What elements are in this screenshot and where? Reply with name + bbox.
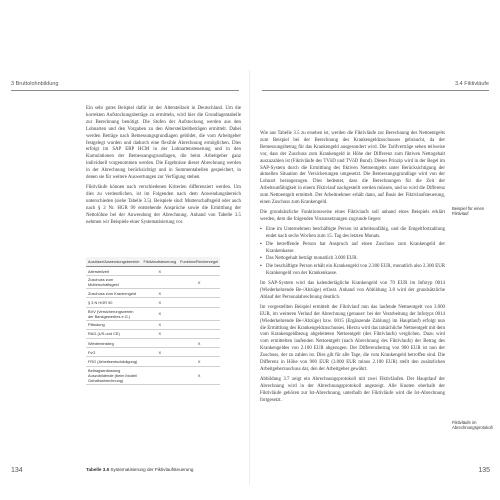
list-item: ▪ Eine im Unternehmen beschäftigte Person ist arbeitsunfähig, und die Entgeltfortzahlung endet nach sechs Wochen zum 15. Tag des letzten Monats. [266,227,445,241]
table-header-row [86,257,220,267]
table-caption [86,467,193,472]
table-row [86,366,220,384]
table-cell [178,329,220,338]
table-cell: X [178,276,220,289]
table-cell: X [178,357,220,366]
right-body-text [260,131,445,408]
table-cell: FRG (Arbeitsentschädigung) [86,357,141,366]
table-cell: X [178,338,220,347]
table-cell [141,338,178,347]
table-cell: BVV (Versicherungsverein der Bankgewerbes e.G.) [86,307,141,320]
table-cell: Altersteilzeit [86,267,141,276]
right-page [250,0,500,500]
right-paragraph-3: Im SAP-System wird das kalendertägliche Krankengeld von 70 EUR im Infotyp 0014 (Wiederkehrende Be-/Abzüge) erfasst. Anhand von Abbildung 3.8 wird der grundsätzliche Ablauf der Personalabrechnung deutlich. [260,281,445,300]
table-row [86,307,220,320]
right-paragraph-5: Abbildung 3.7 zeigt ein Abrechnungsprotokoll mit zwei Fiktivläufen. Der Hauptlauf der Abrechnung wird in der Abrechnungsprotokoll angezeigt. Alle Knoten oberhalb der Fiktivläufe gehören zur Ist-Abrechnung, unterhalb der Fiktivläufe wird die Ist-Abrechnung fortgesetzt. [260,376,445,403]
table-cell: Beitragsentlastung Auszubildende (beim Modell Gehaltsabrechnung) [86,366,141,384]
page-number-right: 135 [478,467,490,474]
left-body-text [86,106,241,229]
bullet-list [260,227,445,278]
table-cell: X [141,348,178,357]
header-rule-left [11,90,239,91]
table-cell: Zuschuss zum Krankengeld [86,289,141,298]
table-cell [178,348,220,357]
running-head-left: 3 Bruttolohnbildung [11,81,59,87]
table-cell [141,276,178,289]
left-paragraph-1: Ein sehr gutes Beispiel dafür ist der Altersteilzeit in Deutschland. Um die korrekten Aufstockungsbeträge zu ermitteln, wird hier die Grundlagentabelle zur Berechnung benötigt. Die Stufen der Aufstockung werden aus den Lohnarten und den Vorgaben zu den Altersteilzeitbeträgen ermittelt. Dabei werden Beträge nach Bemessungsgrundlagen gebildet, die vom Arbeitgeber festgelegt wurden und dadurch eine flexible Abrechnung ermöglichen. Dies erfolgt im SAP ERP HCM in der Lohnartensteuerung und in den Kumulationen der Bemessungsgrundlagen, die beim Arbeitgeber ganz individuell vorgenommen werden. Die Ergebnisse dieser Abrechnung werden in der Abrechnung berücksichtigt und in Summentabellen gespeichert, in denen sie für weitere Auswertungen zur Verfügung stehen. [86,106,241,181]
table-cell [141,366,178,384]
table-cell: FvG [86,348,141,357]
table-caption-text: Systematisierung der Fiktivlaufsteuerung [109,467,194,472]
table-row [86,338,220,347]
list-item: ▪ Die betreffende Person hat Anspruch auf einen Zuschuss zum Krankengeld der Krankenkasse. [266,242,445,256]
table-cell [178,267,220,276]
list-item: ▪ Das Nettogehalt beträgt monatlich 3.000 EUR. [266,256,445,263]
table-row [86,329,220,338]
fiktivlauf-table [86,257,220,385]
table-cell: Wiedereinstieg [86,338,141,347]
table-row [86,267,220,276]
table-cell: X [141,329,178,338]
table-cell [178,320,220,329]
right-paragraph-1: Wie aus Tabelle 3.5 zu ersehen ist, werden die Fiktivläufe zur Berechnung des Nettoentgelts zum Beispiel bei der Berechnung des Krankengeldzuschusses gebraucht, da der Bemessungsbetrag für das Krankengeld ausgesondert wird. Die Tarifverträge sehen teilweise vor, dass der Zuschuss zum Krankengeld in Höhe der Differenz zum fiktiven Nettogehalt auszuzahlen ist (Fiktivläufe des TVöD und TVöD Bund). Dieses Prinzip wird in der Regel im SAP-System durch die Ermittlung des fiktiven Nettoentgelts unter Berücksichtigung der aktuellen Situation der Versicherungen umgesetzt. Die Bemessungsgrundlage wird von der Lohnart herangezogen. Dies bedeutet, dass die Berechnungen für die Zeit der Arbeitsunfähigkeit in einem Fiktivlauf nachgestellt werden müssen, und so wird die Differenz zum Nettoentgelt ermittelt. Der Arbeitnehmer erhält dann, auf Basis der Fiktivlaufsteuerung, einen Zuschuss zum Krankengeld. [260,131,445,206]
table-cell: X [141,307,178,320]
table-header-cell: Auslöser/Anwendungsbereich [86,257,141,267]
header-rule-right [262,90,489,91]
table-cell [178,289,220,298]
right-paragraph-2: Die grundsätzliche Funktionsweise eines Fiktivlaufs soll anhand eines Beispiels erklärt werden, dem die folgenden Voraussetzungen zugrunde liegen: [260,209,445,222]
table-cell: Pfändung [86,320,141,329]
right-paragraph-4: Im vorgestellten Beispiel ermittelt der Fiktivlauf nun das laufende Nettoentgelt von 3.000 EUR, im weiteren Verlauf der Abrechnung (genauer: bei der Verarbeitung der Infotyps 0014 (Wiederkehrende Be-/Abzüge) bzw. 0015 (Ergänzende Zahlung) im Hauptlauf) erfolgt nun die Ermittlung des Krankengeldzuschusses. Hierzu wird das tatsächliche Nettoentgelt mit dem vom Krankengeldbezug abgeleiteten Nettoentgelt (des Fiktivlaufs) verglichen. Dazu wird vom ermittelten laufenden Nettoentgelt (nach Abrechnung des Fiktivlaufs) der Betrag des Krankengeldes von 2.100 EUR abgezogen. Der Differenzbetrag von 900 EUR ist nun der Zuschuss, der zu zahlen ist. Dies gilt für alle Tage, die vom Krankengeld betroffen sind. Die Differenz in Höhe von 900 EUR (3.000 EUR minus 2.100 EUR) stellt den zusätzlichen Arbeitgeberzuschuss dar, den der Arbeitgeber gewährt. [260,304,445,372]
table-row [86,276,220,289]
left-paragraph-2: Fiktivläufe können nach verschiedenen Kriterien differenziert werden. Um dies zu verdeutlichen, ist im Folgenden nach dem Anwendungsbereich unterschieden (siehe Tabelle 3.5). Beispiele sind: Mutterschaftsgeld oder auch nach § 2 Nr. HGR 90 entstehende Ansprüche sowie die Ermittlung der Nettolöhne bei der Anwendung der Abrechnung. Anhand von Tabelle 3.5 nehmen wir Beispiele einer Systematisierung vor. [86,184,241,225]
table-row [86,298,220,307]
table-header-cell: Funktion/Rechenregel [178,257,220,267]
table-row [86,357,220,366]
table-cell [141,357,178,366]
table-cell: X [178,366,220,384]
table-cell: X [141,298,178,307]
table-cell [178,298,220,307]
table-cell: RAG (US-und CE) [86,329,141,338]
table-row [86,320,220,329]
table-row [86,289,220,298]
table-cell: X [141,320,178,329]
table-cell [178,307,220,320]
margin-note-example: Beispiel für einen Fiktivlauf [452,206,485,217]
running-head-right: 3.4 Fiktivläufe [455,81,489,87]
page-number-left: 134 [11,467,23,474]
table-cell: X [141,289,178,298]
table-cell: X [141,267,178,276]
table-row [86,348,220,357]
list-item: ▪ Die beschäftigte Person erhält ein Krankengeld von 2.300 EUR, monatlich also 2.300 EUR Krankengeld von der Krankenkasse. [266,264,445,278]
table-caption-label: Tabelle 3.5 [86,467,110,472]
margin-note-protocol: Fiktivläufe im Abrechnungsprotokoll [452,420,493,431]
table-cell: Zuschuss zum Mutterschaftsgeld [86,276,141,289]
table-header-cell: Fiktivlaufsteuerung [141,257,178,267]
table-cell: § 3 N HGR 90 [86,298,141,307]
